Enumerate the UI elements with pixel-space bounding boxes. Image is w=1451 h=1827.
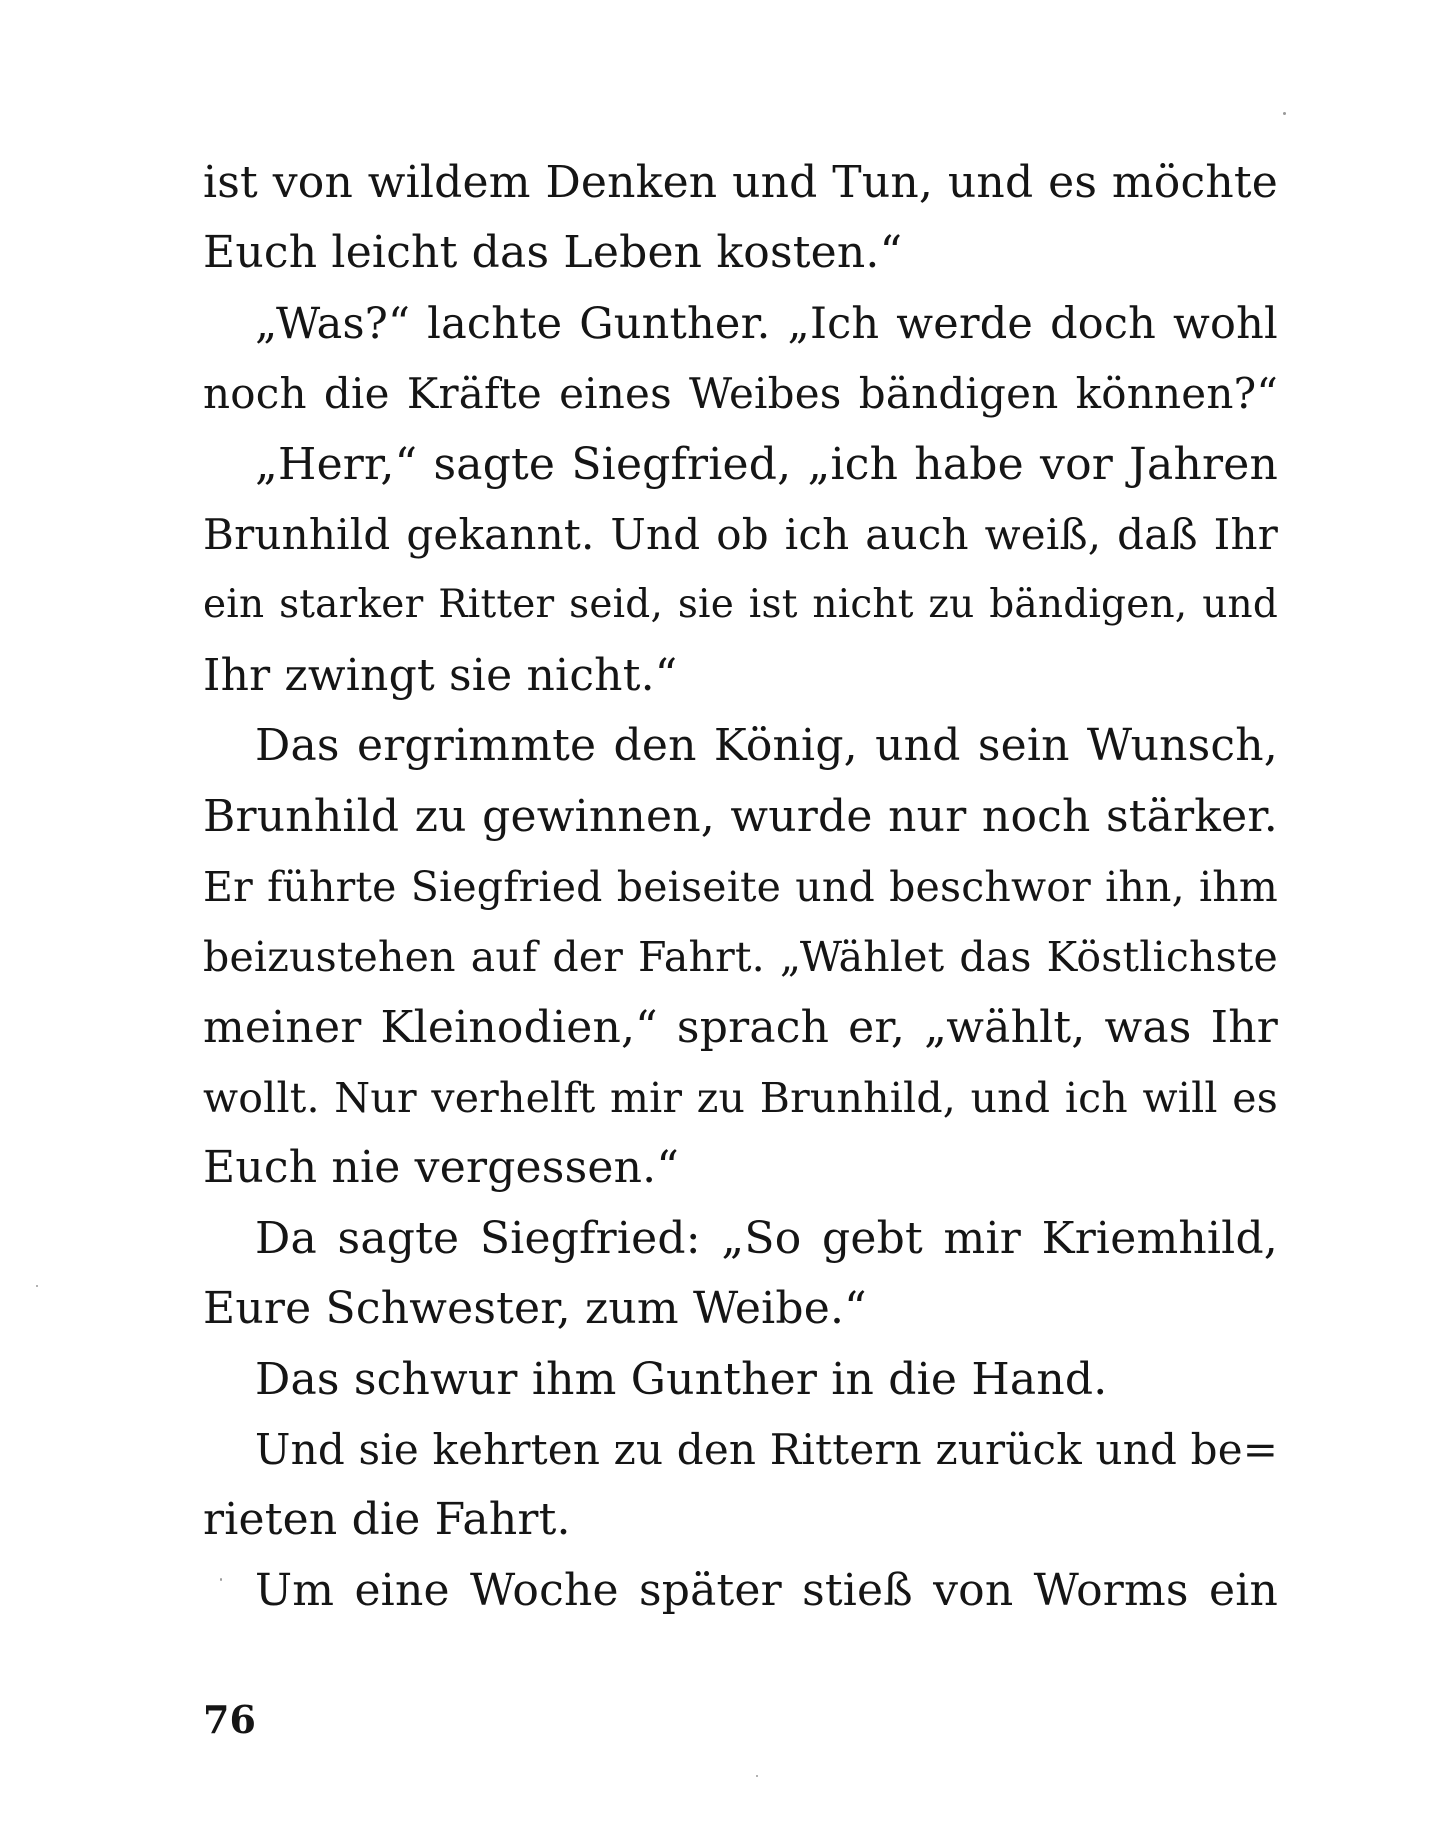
text-line: „Was?“ lachte Gunther. „Ich werde doch wohl [255, 298, 1278, 349]
text-line: ein starker Ritter seid, sie ist nicht zu bändigen, und [203, 582, 1278, 628]
scan-speck [756, 1775, 758, 1777]
scan-speck [220, 1578, 222, 1581]
text-line: ist von wildem Denken und Tun, und es möchte [203, 157, 1278, 208]
text-line: wollt. Nur verhelft mir zu Brunhild, und ich will es [203, 1074, 1278, 1123]
scan-speck [36, 1285, 38, 1287]
body-text [203, 148, 1278, 1626]
text-line: Da sagte Siegfried: „So gebt mir Kriemhild, [255, 1212, 1278, 1264]
text-line: Euch leicht das Leben kosten.“ [203, 227, 903, 279]
scan-speck [1283, 112, 1286, 115]
text-line: Das ergrimmte den König, und sein Wunsch, [255, 720, 1278, 772]
text-line: noch die Kräfte eines Weibes bändigen können?“ [203, 369, 1278, 419]
text-line: Euch nie vergessen.“ [203, 1142, 680, 1194]
text-line: Das schwur ihm Gunther in die Hand. [255, 1353, 1108, 1405]
text-line: Und sie kehrten zu den Rittern zurück und be= [255, 1425, 1278, 1475]
text-line: Eure Schwester, zum Weibe.“ [203, 1283, 867, 1335]
text-line: Er führte Siegfried beiseite und beschwor ihn, ihm [203, 862, 1278, 911]
text-line: Um eine Woche später stieß von Worms ein [255, 1564, 1278, 1616]
page-number: 76 [203, 1697, 256, 1742]
text-line: beizustehen auf der Fahrt. „Wählet das Köstlichste [203, 933, 1278, 982]
text-line: rieten die Fahrt. [203, 1494, 571, 1546]
text-line: Brunhild zu gewinnen, wurde nur noch stärker. [203, 790, 1278, 842]
text-line: meiner Kleinodien,“ sprach er, „wählt, was Ihr [203, 1001, 1278, 1053]
text-line: „Herr,“ sagte Siegfried, „ich habe vor Jahren [255, 438, 1278, 490]
text-line: Brunhild gekannt. Und ob ich auch weiß, daß Ihr [203, 509, 1278, 559]
text-line: Ihr zwingt sie nicht.“ [203, 649, 678, 701]
